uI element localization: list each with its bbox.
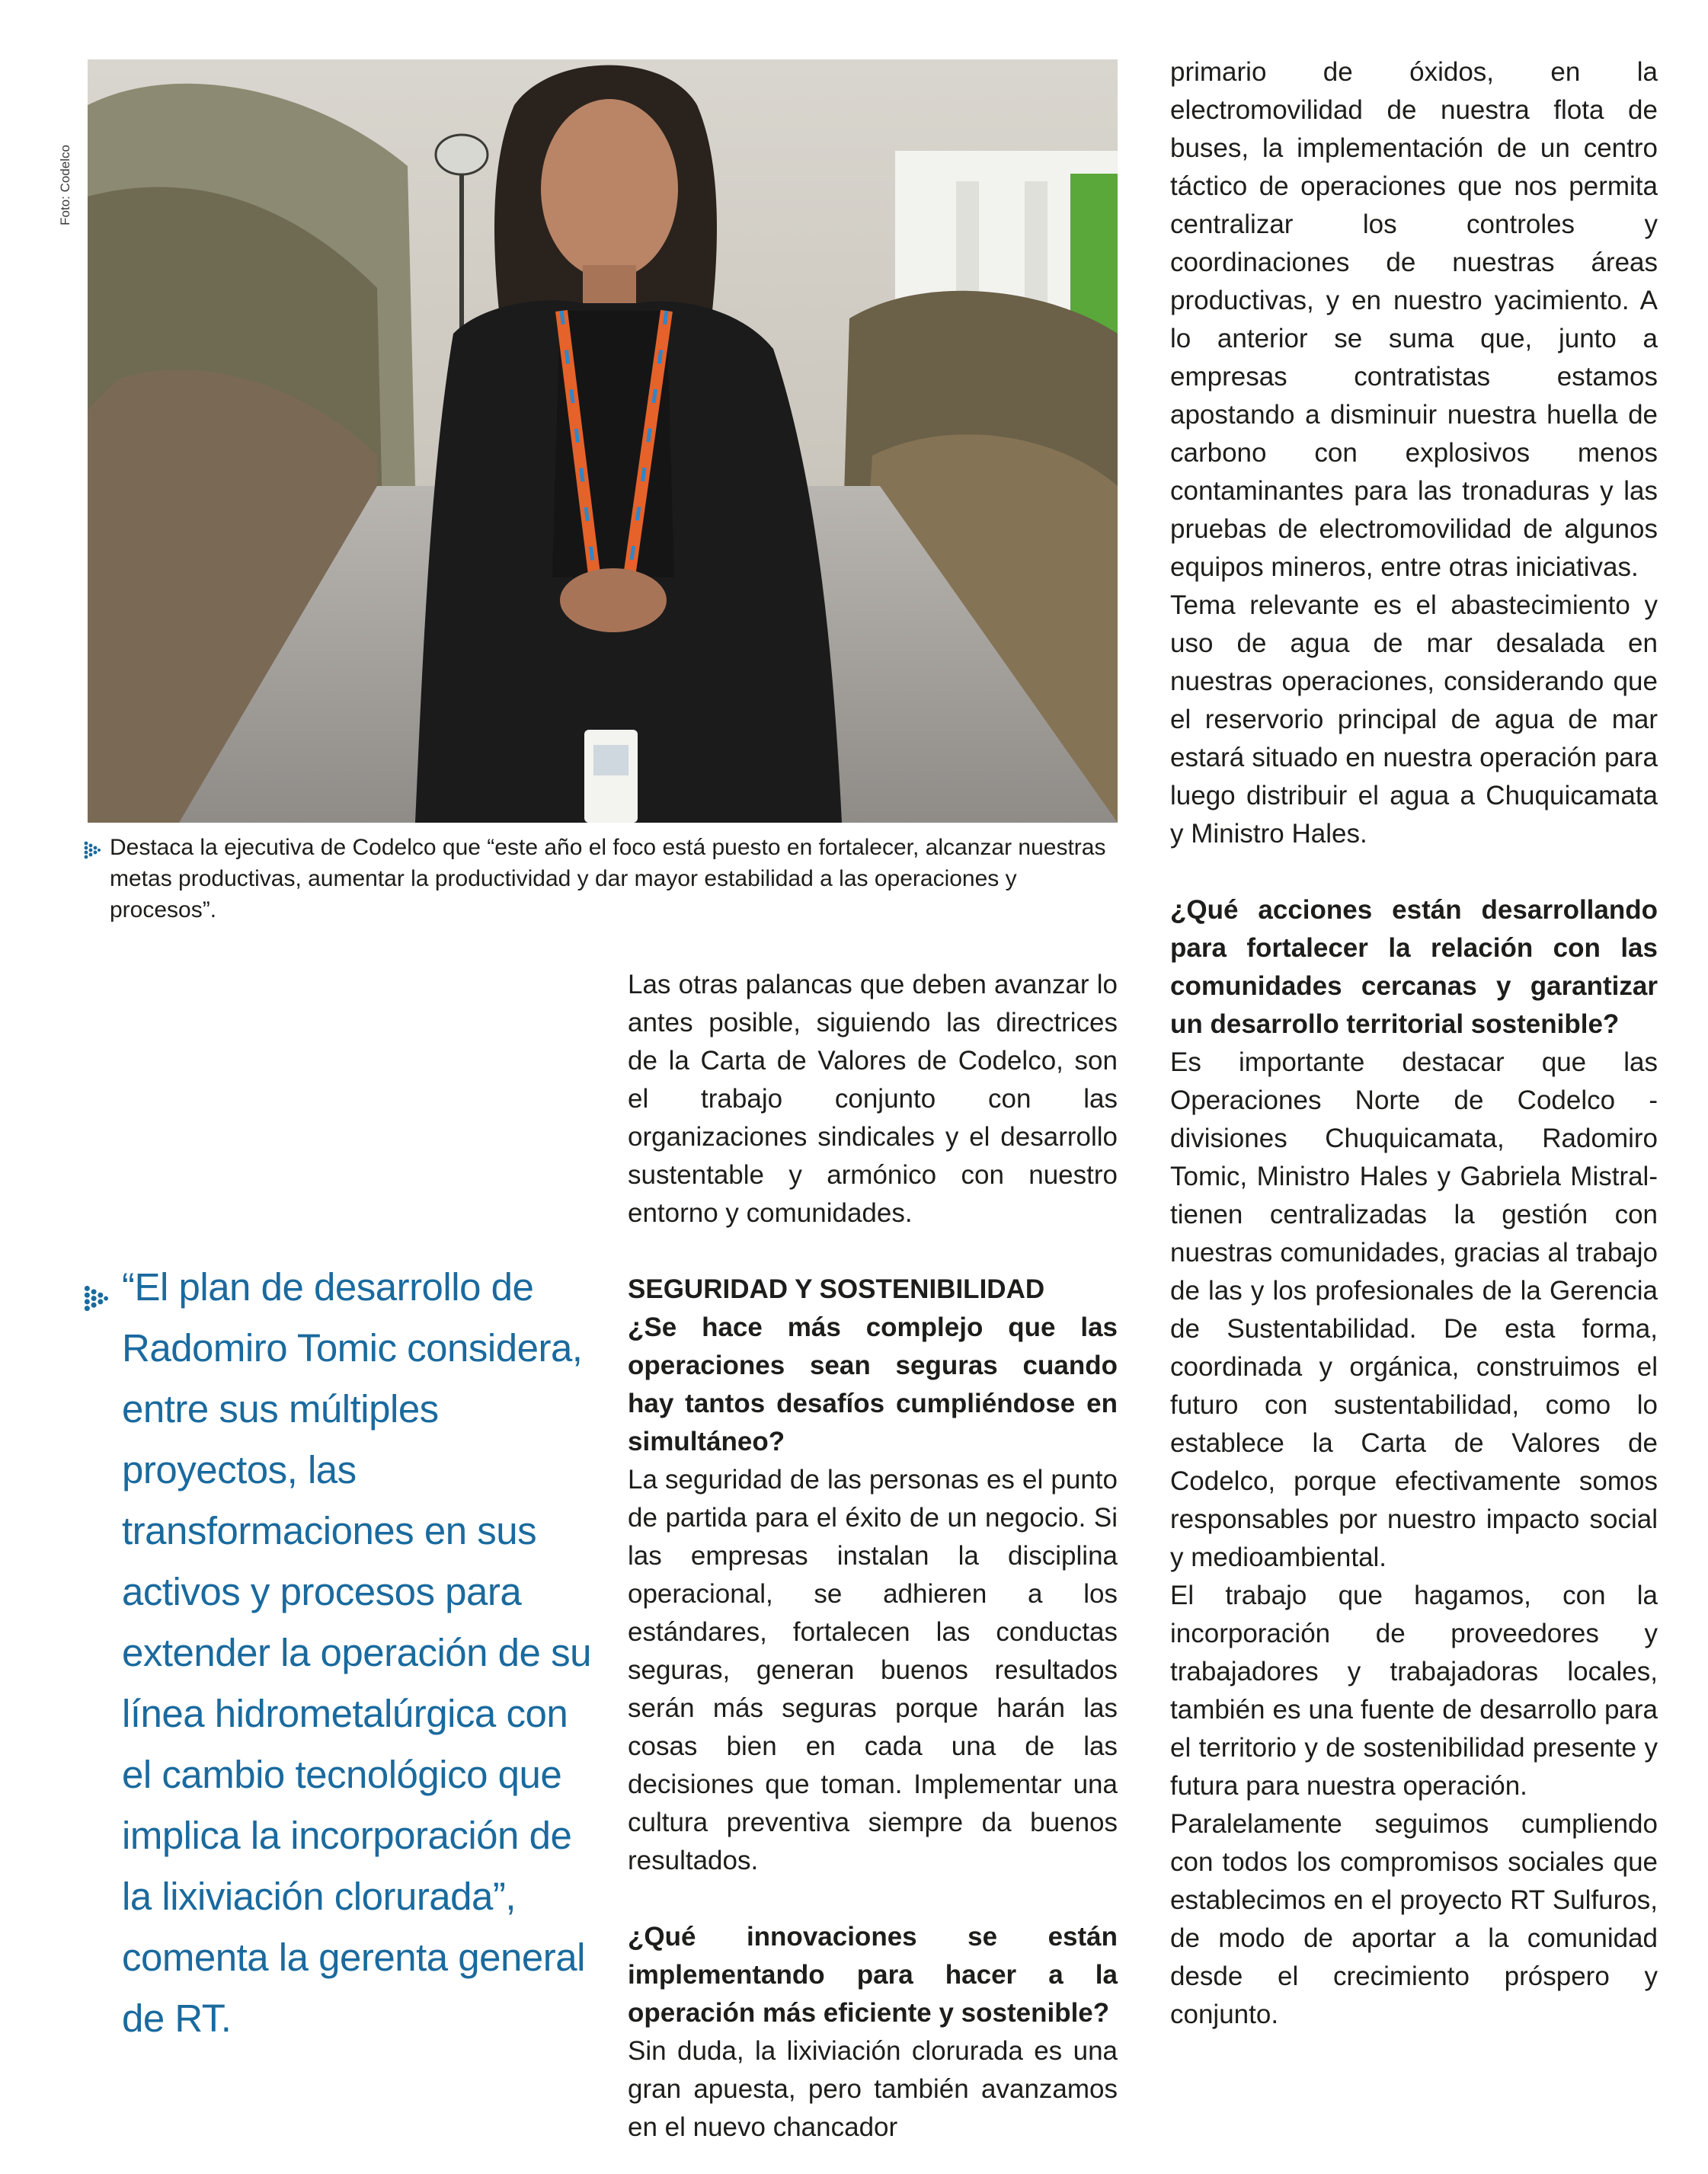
right-column — [1170, 53, 1658, 2034]
pull-quote — [84, 1257, 602, 2049]
intro-paragraph: Las otras palancas que deben avanzar lo antes posible, siguiendo las directrices de la Carta de Valores de Codelco, son el trabajo conjunto con las organizaciones sindicales y el desarrollo sustentable y armónico con nuestro entorno y comunidades. — [628, 970, 1118, 1228]
section-heading: SEGURIDAD Y SOSTENIBILIDAD — [628, 1274, 1045, 1304]
pull-quote-text: “El plan de desarrollo de Radomiro Tomic considera, entre sus múltiples proyectos, las transformaciones en sus activos y procesos para extender la operación de su línea hidrometalúrgica con el cambio tecnológico que implica la incorporación de la lixiviación clorurada”, comenta la gerenta general de RT. — [122, 1265, 591, 2040]
answer-3c: Paralelamente seguimos cumpliendo con todos los compromisos sociales que establecimos en el proyecto RT Sulfuros, de modo de aportar a la comunidad desde el crecimiento próspero y conjunto. — [1170, 1809, 1658, 2029]
answer-2-start: Sin duda, la lixiviación clorurada es una gran apuesta, pero también avanzamos en el nuevo chancador — [628, 2036, 1118, 2142]
middle-column — [628, 966, 1118, 2147]
answer-3b: El trabajo que hagamos, con la incorporación de proveedores y trabajadores y trabajadoras locales, también es una fuente de desarrollo para el territorio y de sostenibilidad presente y futura para nuestra operación. — [1170, 1581, 1658, 1801]
photo-credit-wrap — [58, 145, 73, 244]
answer-1: La seguridad de las personas es el punto de partida para el éxito de un negocio. Si las empresas instalan la disciplina operacional, se adhieren a los estándares, fortalecen las conductas seguras, generan buenos resultados serán más seguras porque harán las cosas bien en cada una de las decisiones que toman. Implementar una cultura preventiva siempre da buenos resultados. — [628, 1465, 1118, 1875]
dotted-arrow-bullet-icon — [84, 1271, 108, 1332]
article-photo — [88, 59, 1118, 823]
answer-3a: Es importante destacar que las Operaciones Norte de Codelco -divisiones Chuquicamata, Radomiro Tomic, Ministro Hales y Gabriela Mistral- tienen centralizadas la gestión con nuestras comunidades, gracias al trabajo de las y los profesionales de la Gerencia de Sustentabilidad. De esta forma, coordinada y orgánica, construimos el futuro con sustentabilidad, como lo establece la Carta de Valores de Codelco, porque efectivamente somos responsables por nuestro impacto social y medioambiental. — [1170, 1047, 1658, 1572]
photo-credit: Foto: Codelco — [58, 145, 72, 225]
question-2: ¿Qué innovaciones se están implementando para hacer a la operación más eficiente y sostenible? — [628, 1922, 1118, 2028]
caption-text: Destaca la ejecutiva de Codelco que “este año el foco está puesto en fortalecer, alcanzar nuestras metas productivas, aumentar la productividad y dar mayor estabilidad a las operaciones y procesos”. — [110, 835, 1106, 922]
water-paragraph: Tema relevante es el abastecimiento y uso de agua de mar desalada en nuestras operaciones, considerando que el reservorio principal de agua de mar estará situado en nuestra operación para luego distribuir el agua a Chuquicamata y Ministro Hales. — [1170, 590, 1658, 849]
question-1: ¿Se hace más complejo que las operaciones sean seguras cuando hay tantos desafíos cumpliéndose en simultáneo? — [628, 1312, 1118, 1456]
dotted-arrow-bullet-icon — [84, 838, 101, 869]
photo-caption — [84, 832, 1124, 926]
question-3: ¿Qué acciones están desarrollando para fortalecer la relación con las comunidades cercanas y garantizar un desarrollo territorial sostenible? — [1170, 895, 1658, 1039]
photo-illustration — [88, 59, 1118, 823]
answer-2-continued: primario de óxidos, en la electromovilidad de nuestra flota de buses, la implementación de un centro táctico de operaciones que nos permita centralizar los controles y coordinaciones de nuestras áreas productivas, y en nuestro yacimiento. A lo anterior se suma que, junto a empresas contratistas estamos apostando a disminuir nuestra huella de carbono con explosivos menos contaminantes para las tronaduras y las pruebas de electromovilidad de algunos equipos mineros, entre otras iniciativas. — [1170, 57, 1658, 582]
